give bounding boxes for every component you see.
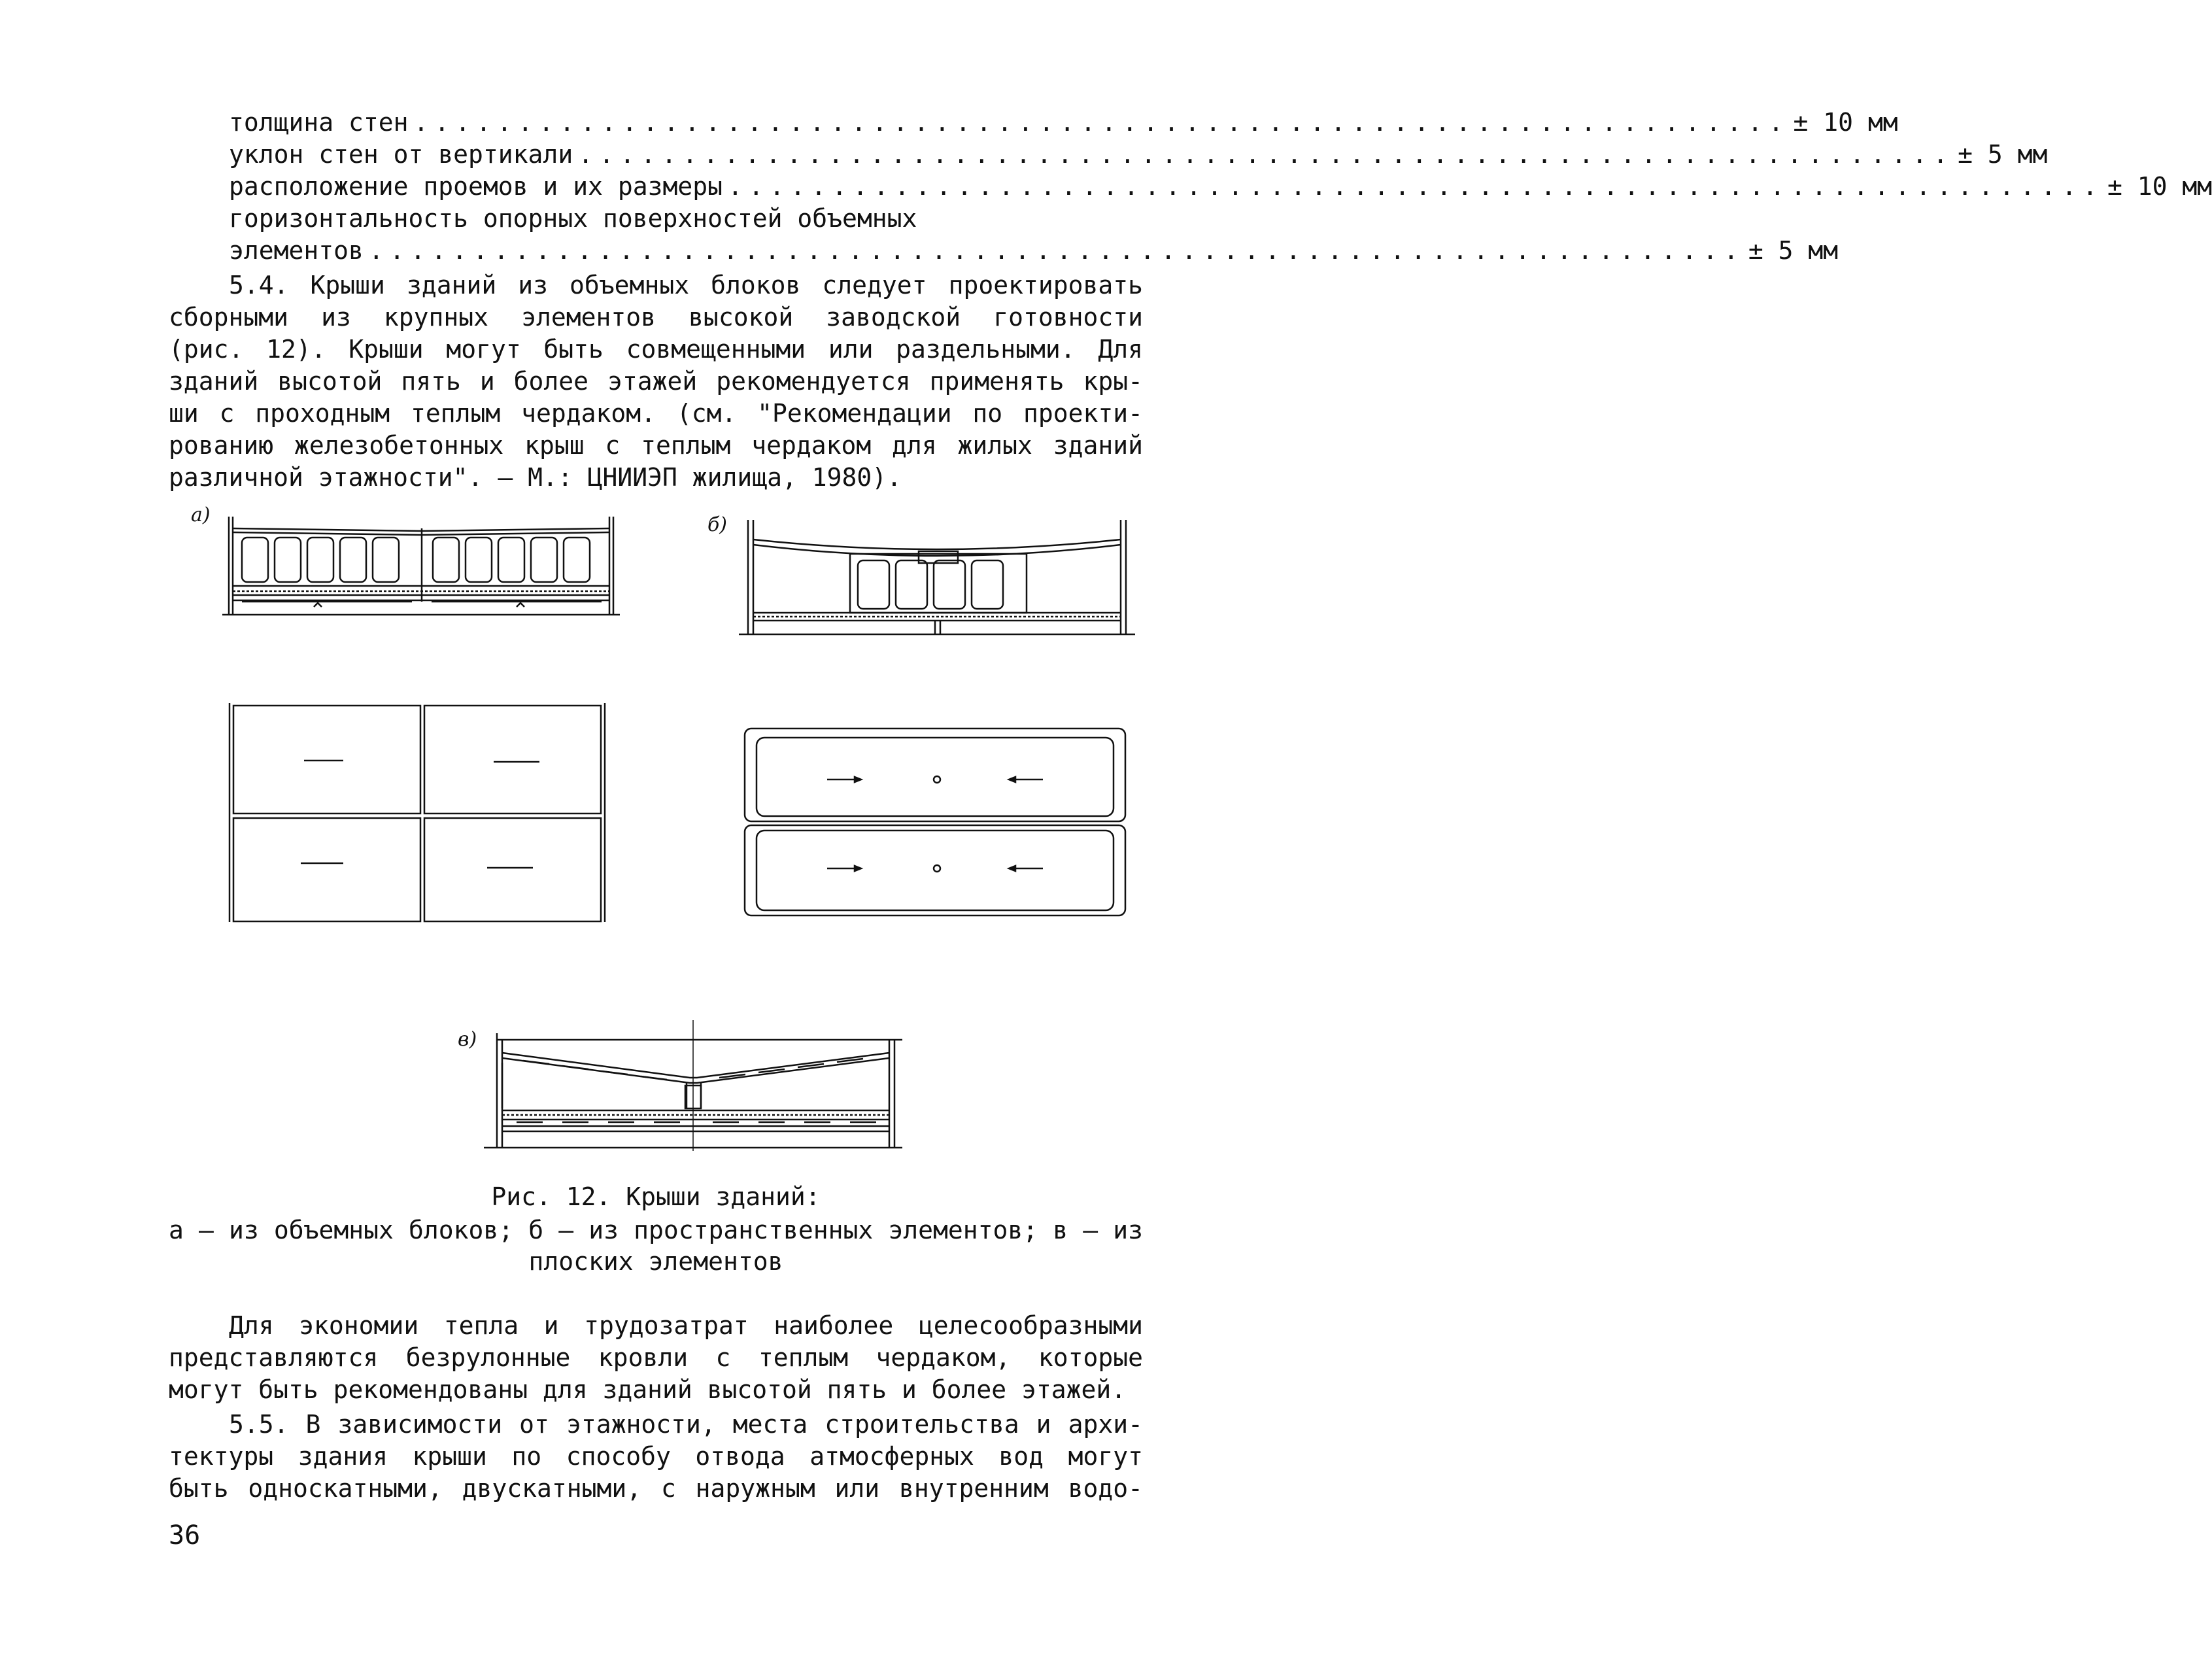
- tolerance-row: [229, 171, 2212, 202]
- text-line: быть односкатными, двускатными, с наружным или внутренним водо-: [169, 1474, 1143, 1503]
- figure-caption-title: Рис. 12. Крыши зданий:: [491, 1182, 821, 1211]
- text-line: сборными из крупных элементов высокой заводской готовности: [169, 303, 1143, 332]
- figure-caption-line: плоских элементов: [528, 1247, 783, 1276]
- text-line: представляются безрулонные кровли с теплым чердаком, которые: [169, 1343, 1143, 1372]
- figure-a-plan: [226, 703, 611, 925]
- text-line: рованию железобетонных крыш с теплым чердаком для жилых зданий: [169, 431, 1143, 460]
- tolerance-label: уклон стен от вертикали: [229, 140, 573, 169]
- leader-dots: ..................................................................: [368, 236, 1744, 265]
- text-line: 5.5. В зависимости от этажности, места строительства и архи-: [229, 1410, 1143, 1439]
- leader-dots: ..................................................................: [413, 108, 1790, 137]
- text-line: ши с проходным теплым чердаком. (см. "Рекомендации по проекти-: [169, 399, 1143, 428]
- figure-label-c: в): [458, 1028, 477, 1051]
- tolerance-value: ± 10 мм: [2107, 172, 2212, 201]
- tolerance-value: ± 5 мм: [1958, 140, 2048, 169]
- tolerance-value: ± 5 мм: [1748, 236, 1839, 265]
- tolerance-label: элементов: [229, 236, 364, 265]
- tolerance-row: [229, 107, 1898, 138]
- text-line: различной этажности". – М.: ЦНИИЭП жилища, 1980).: [169, 463, 902, 492]
- tolerance-value: ± 10 мм: [1793, 108, 1898, 137]
- figure-b-section: [739, 513, 1138, 638]
- tolerance-label: расположение проемов и их размеры: [229, 172, 723, 201]
- figure-c-section: [484, 1020, 909, 1151]
- figure-label-b: б): [707, 513, 728, 536]
- text-line: могут быть рекомендованы для зданий высотой пять и более этажей.: [169, 1375, 1127, 1404]
- text-line: тектуры здания крыши по способу отвода атмосферных вод могут: [169, 1442, 1143, 1471]
- figure-a-section: [222, 510, 621, 621]
- text-line: (рис. 12). Крыши могут быть совмещенными или раздельными. Для: [169, 335, 1143, 364]
- tolerance-row: [229, 235, 1839, 266]
- figure-label-a: а): [191, 504, 211, 526]
- leader-dots: ..................................................................: [727, 172, 2103, 201]
- tolerance-label: горизонтальность опорных поверхностей объемных: [229, 204, 917, 233]
- figure-caption-line: а – из объемных блоков; б – из пространственных элементов; в – из: [169, 1216, 1143, 1244]
- figure-b-plan: [742, 726, 1134, 919]
- text-line: Для экономии тепла и трудозатрат наиболее целесообразными: [229, 1311, 1143, 1340]
- text-line: 5.4. Крыши зданий из объемных блоков следует проектировать: [229, 271, 1143, 300]
- tolerance-label: толщина стен: [229, 108, 409, 137]
- tolerance-row: [229, 139, 2048, 170]
- text-line: зданий высотой пять и более этажей рекомендуется применять кры-: [169, 367, 1143, 396]
- leader-dots: ..................................................................: [578, 140, 1954, 169]
- page-number: 36: [169, 1520, 201, 1550]
